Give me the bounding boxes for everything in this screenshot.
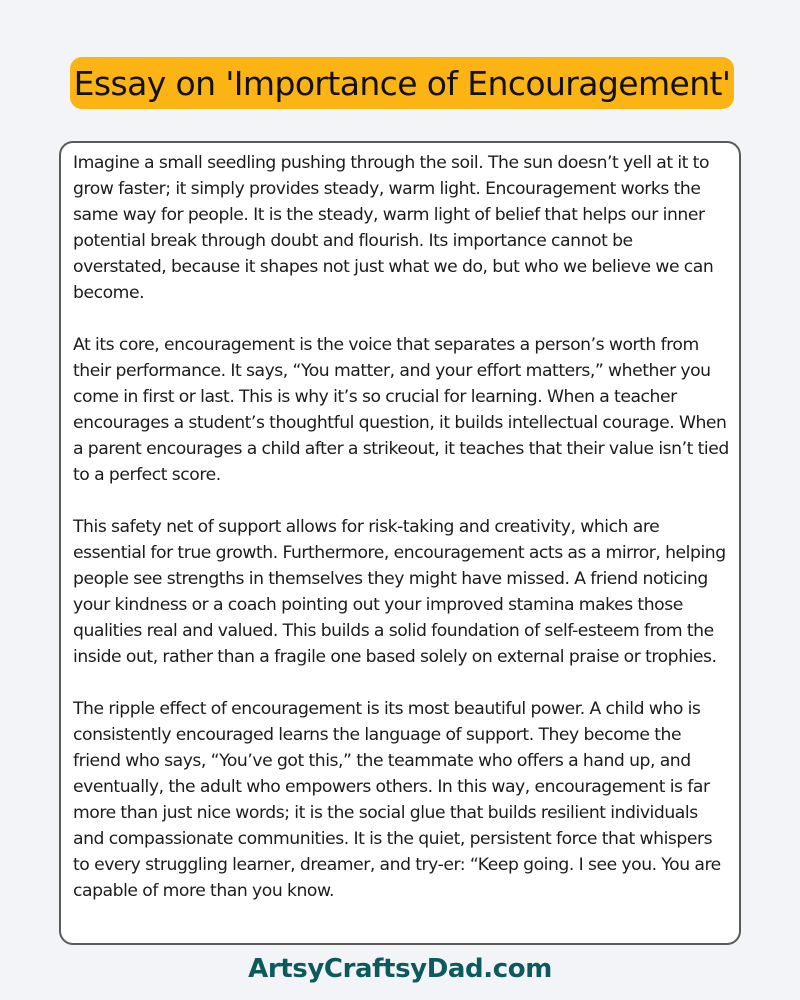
footer-brand-text: ArtsyCraftsyDad.com bbox=[248, 954, 552, 984]
essay-paragraph-4: The ripple effect of encouragement is its most beautiful power. A child who is consistently encouraged learns the language of support. They become the friend who says, “You’ve got this,” the teammate who offers a hand up, and eventually, the adult who empowers others. In this way, encouragement is far more than just nice words; it is the social glue that builds resilient individuals and compassionate communities. It is the quiet, persistent force that whispers to every struggling learner, dreamer, and try-er: “Keep going. I see you. You are capable of more than you know. bbox=[73, 699, 721, 901]
essay-paragraph-3: This safety net of support allows for risk-taking and creativity, which are essential for true growth. Furthermore, encouragement acts as a mirror, helping people see strengths in themselves they might have missed. A friend noticing your kindness or a coach pointing out your improved stamina makes those qualities real and valued. This builds a solid foundation of self-esteem from the inside out, rather than a fragile one based solely on external praise or trophies. bbox=[73, 517, 726, 667]
page-title: Essay on 'Importance of Encouragement' bbox=[73, 63, 731, 103]
essay-box bbox=[59, 141, 741, 945]
essay-paragraph-2: At its core, encouragement is the voice that separates a person’s worth from their performance. It says, “You matter, and your effort matters,” whether you come in first or last. This is why it’s so crucial for learning. When a teacher encourages a student’s thoughtful question, it builds intellectual courage. When a parent encourages a child after a strikeout, it teaches that their value isn’t tied to a perfect score. bbox=[73, 335, 729, 485]
essay-paragraph-1: Imagine a small seedling pushing through the soil. The sun doesn’t yell at it to grow faster; it simply provides steady, warm light. Encouragement works the same way for people. It is the steady, warm light of belief that helps our inner potential break through doubt and flourish. Its importance cannot be overstated, because it shapes not just what we do, but who we believe we can become. bbox=[73, 153, 714, 303]
title-banner bbox=[70, 57, 734, 109]
